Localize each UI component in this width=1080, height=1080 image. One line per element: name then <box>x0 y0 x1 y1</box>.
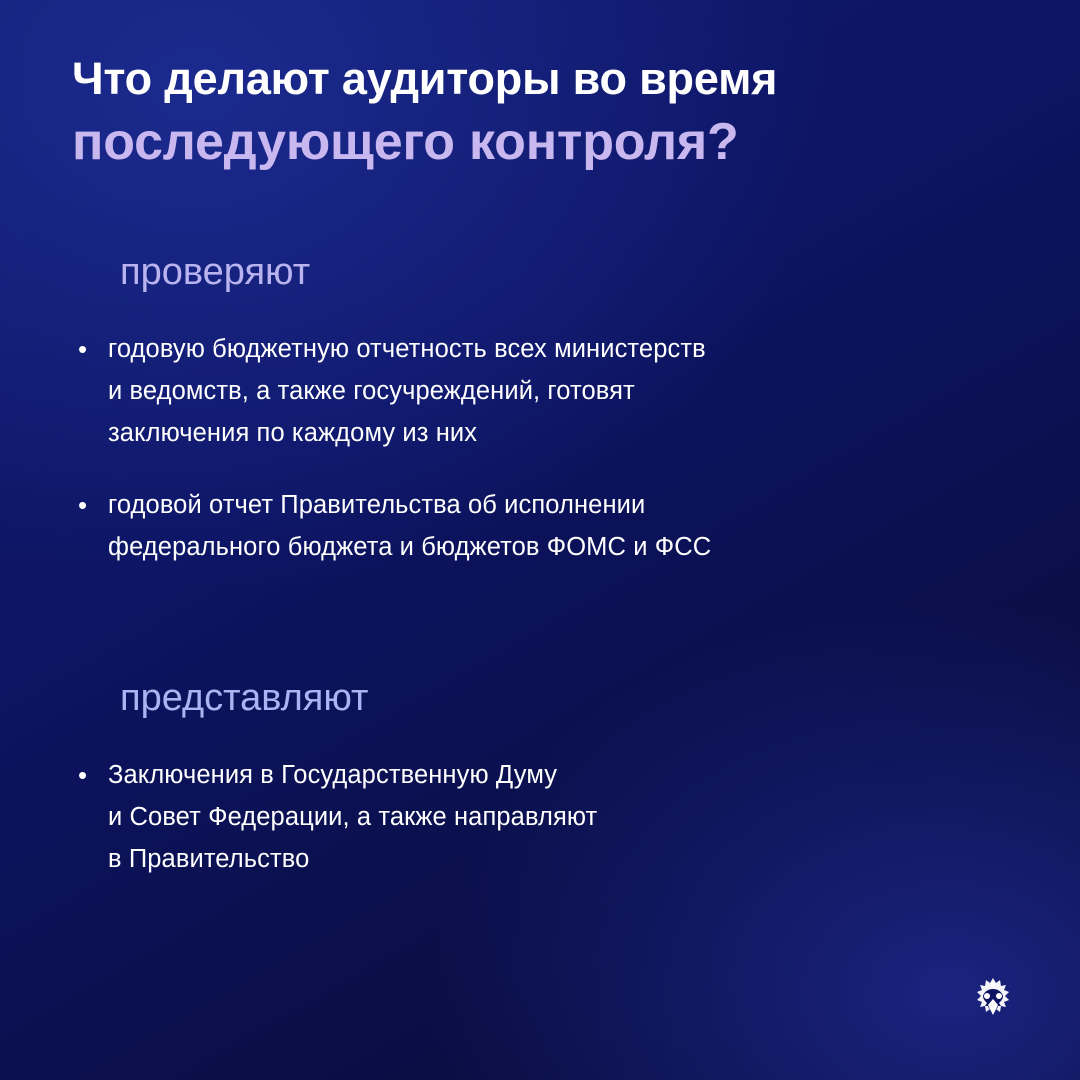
headline-line-1: Что делают аудиторы во время <box>72 53 778 104</box>
bullet-marker-icon: • <box>78 759 88 790</box>
list-item <box>72 484 1012 568</box>
double-headed-eagle-emblem-icon <box>964 972 1022 1030</box>
list-item-text <box>108 328 706 454</box>
list-item-line: годовую бюджетную отчетность всех министерств <box>108 334 706 363</box>
list-item-line: заключения по каждому из них <box>108 418 478 447</box>
section-predstavlyayut <box>72 678 1012 880</box>
bullet-list-predstavlyayut <box>72 754 1012 880</box>
headline-line-2: последующего контроля? <box>72 113 739 172</box>
list-item-line: Заключения в Государственную Думу <box>108 760 558 789</box>
bullet-marker-icon: • <box>78 333 88 364</box>
list-item <box>72 328 1012 454</box>
list-item-line: федерального бюджета и бюджетов ФОМС и ФСС <box>108 532 712 561</box>
list-item-line: годовой отчет Правительства об исполнении <box>108 490 646 519</box>
list-item-line: в Правительство <box>108 844 310 873</box>
bullet-marker-icon: • <box>78 489 88 520</box>
section-proveryayut <box>72 252 1012 568</box>
list-item <box>72 754 1012 880</box>
list-item-line: и ведомств, а также госучреждений, готовят <box>108 376 635 405</box>
page-title <box>72 52 1022 173</box>
section-title-predstavlyayut: представляют <box>120 677 369 719</box>
section-title-proveryayut: проверяют <box>120 251 311 293</box>
list-item-text <box>108 484 711 568</box>
bullet-list-proveryayut <box>72 328 1012 568</box>
list-item-line: и Совет Федерации, а также направляют <box>108 802 598 831</box>
list-item-text <box>108 754 597 880</box>
